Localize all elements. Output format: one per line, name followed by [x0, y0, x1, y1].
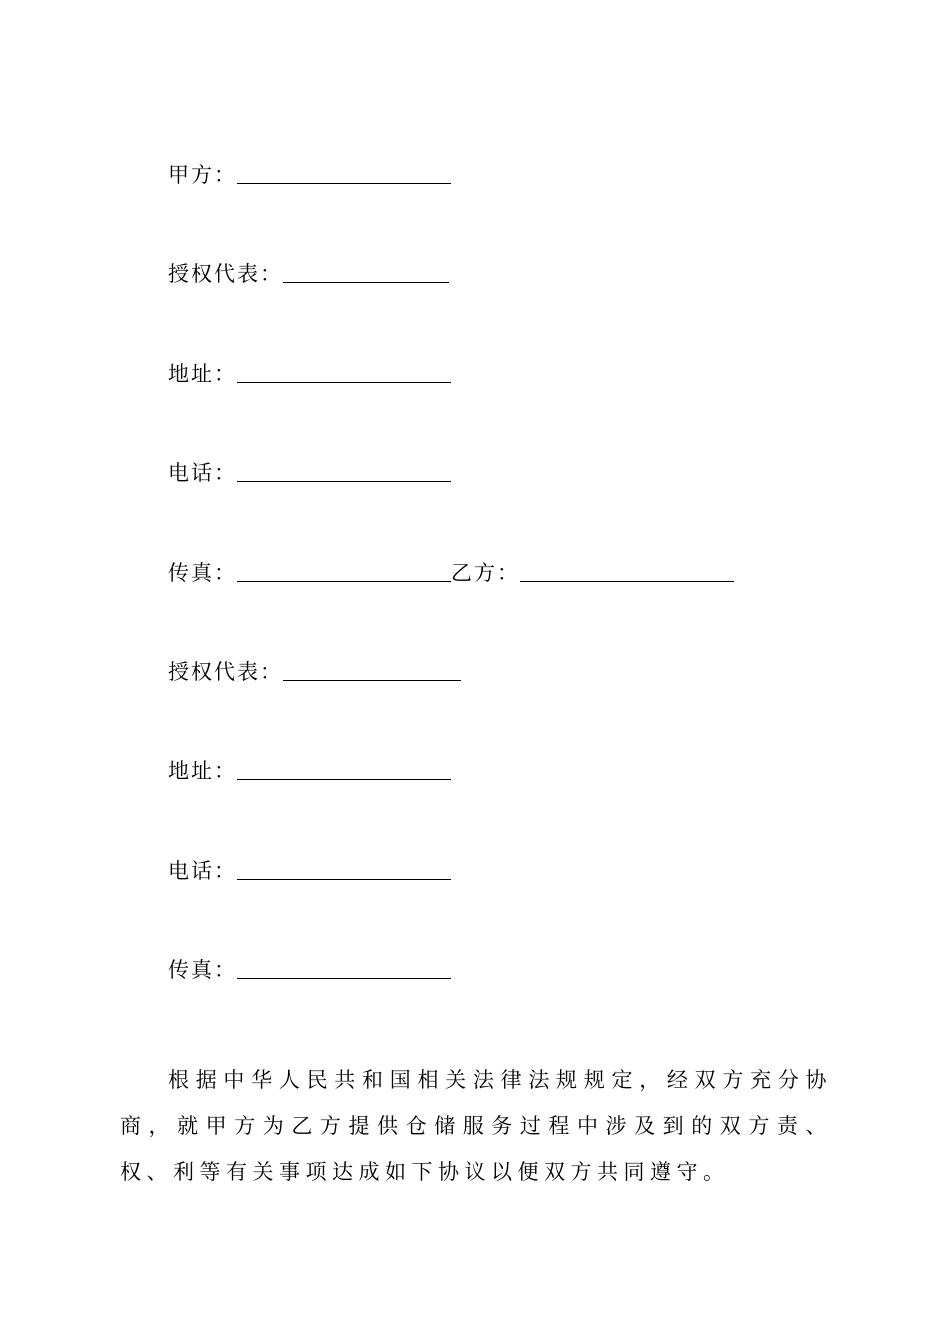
party-a-address-blank[interactable] — [237, 381, 451, 383]
party-b-name-blank[interactable] — [520, 580, 734, 582]
party-b-fax-label: 传真： — [168, 958, 237, 982]
party-a-address-row — [168, 359, 451, 389]
preamble-paragraph: 根据中华人民共和国相关法律法规规定，经双方充分协商，就甲方为乙方提供仓储服务过程中涉及到的双方责、权、利等有关事项达成如下协议以便双方共同遵守。 — [120, 1068, 832, 1184]
party-b-address-label: 地址： — [168, 759, 237, 783]
party-b-fax-row — [168, 955, 451, 985]
party-a-fax-label: 传真： — [168, 561, 237, 585]
party-a-name-row — [168, 160, 451, 190]
party-b-name-label: 乙方： — [451, 561, 520, 585]
party-a-fax-blank[interactable] — [237, 580, 451, 582]
party-a-rep-blank[interactable] — [283, 281, 449, 283]
party-b-phone-blank[interactable] — [237, 878, 451, 880]
party-a-name-blank[interactable] — [237, 182, 451, 184]
party-a-phone-row — [168, 458, 451, 488]
party-a-address-label: 地址： — [168, 362, 237, 386]
party-a-fax-and-party-b-row — [168, 558, 734, 588]
party-b-address-row — [168, 756, 451, 786]
party-b-address-blank[interactable] — [237, 778, 451, 780]
party-b-rep-blank[interactable] — [283, 679, 461, 681]
party-b-rep-label: 授权代表： — [168, 660, 283, 684]
party-b-rep-row — [168, 657, 461, 687]
party-a-name-label: 甲方： — [168, 163, 237, 187]
party-a-rep-row — [168, 259, 449, 289]
party-b-phone-row — [168, 856, 451, 886]
party-a-phone-label: 电话： — [168, 461, 237, 485]
party-b-fax-blank[interactable] — [237, 977, 451, 979]
party-a-rep-label: 授权代表： — [168, 262, 283, 286]
party-a-phone-blank[interactable] — [237, 480, 451, 482]
party-b-phone-label: 电话： — [168, 859, 237, 883]
